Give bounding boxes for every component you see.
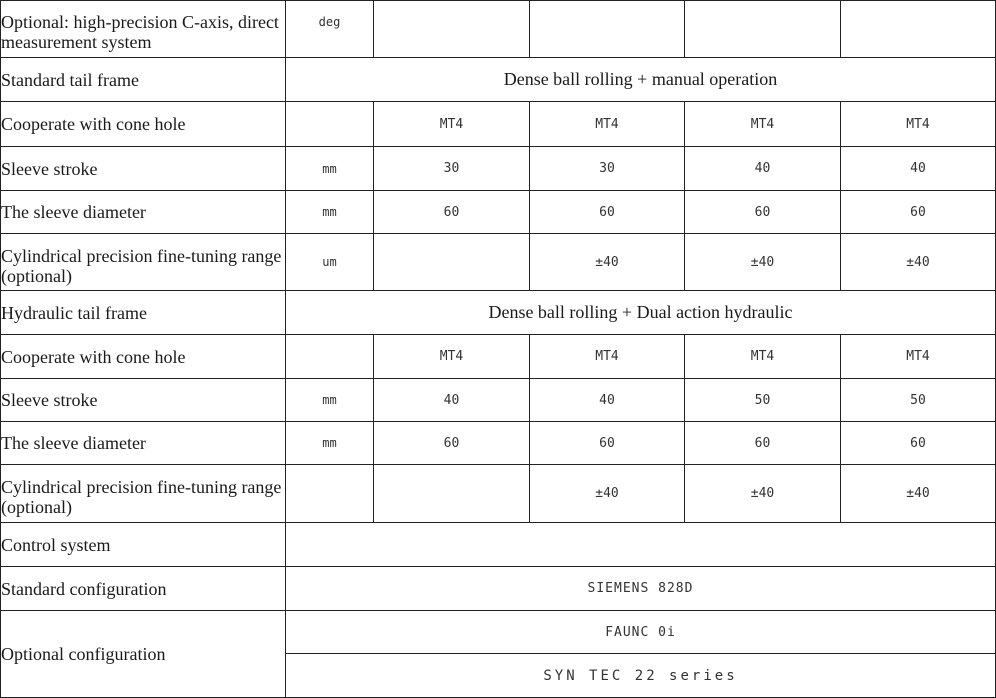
value-cell: 40	[685, 147, 841, 191]
row-std-sleeve-stroke	[1, 147, 996, 191]
value-cell: 40	[374, 379, 530, 422]
value-cell: 50	[685, 379, 841, 422]
row-optional-configuration	[1, 611, 996, 654]
value-cell: 30	[374, 147, 530, 191]
row-label: Cooperate with cone hole	[1, 102, 286, 147]
value-cell: 30	[530, 147, 685, 191]
row-label: Standard configuration	[1, 567, 286, 611]
value-cell: 60	[841, 422, 996, 465]
config-option: FAUNC 0i	[286, 611, 996, 654]
value-cell: 50	[841, 379, 996, 422]
value-cell	[374, 234, 530, 291]
value-cell: ±40	[530, 234, 685, 291]
value-cell	[530, 1, 685, 58]
value-cell: ±40	[530, 465, 685, 523]
row-std-cone-hole	[1, 102, 996, 147]
row-label: Cylindrical precision fine-tuning range (optional)	[1, 465, 286, 523]
section-label: Standard tail frame	[1, 58, 286, 102]
unit-cell	[286, 335, 374, 379]
value-cell: 40	[530, 379, 685, 422]
config-option: SYN TEC 22 series	[286, 654, 996, 698]
value-cell	[841, 1, 996, 58]
value-cell: MT4	[374, 335, 530, 379]
row-hyd-sleeve-diameter	[1, 422, 996, 465]
value-cell: 60	[374, 422, 530, 465]
row-std-sleeve-diameter	[1, 191, 996, 234]
section-spec: Dense ball rolling + manual operation	[286, 58, 996, 102]
value-cell: MT4	[685, 335, 841, 379]
value-cell: 60	[841, 191, 996, 234]
value-cell: 40	[841, 147, 996, 191]
config-value: SIEMENS 828D	[286, 567, 996, 611]
value-cell: 60	[374, 191, 530, 234]
section-label: Hydraulic tail frame	[1, 291, 286, 335]
value-cell: ±40	[841, 465, 996, 523]
value-cell: 60	[530, 191, 685, 234]
unit-cell	[286, 102, 374, 147]
value-cell	[374, 1, 530, 58]
value-cell: ±40	[685, 234, 841, 291]
row-standard-configuration	[1, 567, 996, 611]
row-label: Sleeve stroke	[1, 147, 286, 191]
row-c-axis	[1, 1, 996, 58]
unit-cell: mm	[286, 147, 374, 191]
row-hyd-sleeve-stroke	[1, 379, 996, 422]
value-cell: MT4	[374, 102, 530, 147]
value-cell: MT4	[841, 102, 996, 147]
row-label: Cylindrical precision fine-tuning range (optional)	[1, 234, 286, 291]
unit-cell	[286, 465, 374, 523]
row-label: Optional: high-precision C-axis, direct measurement system	[1, 1, 286, 58]
section-spec: Dense ball rolling + Dual action hydraulic	[286, 291, 996, 335]
row-label: Optional configuration	[1, 611, 286, 698]
value-cell: 60	[685, 191, 841, 234]
row-label: The sleeve diameter	[1, 191, 286, 234]
row-label: Cooperate with cone hole	[1, 335, 286, 379]
row-label: Sleeve stroke	[1, 379, 286, 422]
unit-cell: deg	[286, 1, 374, 58]
row-hyd-cone-hole	[1, 335, 996, 379]
unit-cell: mm	[286, 191, 374, 234]
value-cell: MT4	[685, 102, 841, 147]
row-label: The sleeve diameter	[1, 422, 286, 465]
value-cell: MT4	[841, 335, 996, 379]
row-standard-tail-frame	[1, 58, 996, 102]
section-label: Control system	[1, 523, 286, 567]
value-cell: 60	[685, 422, 841, 465]
unit-cell: um	[286, 234, 374, 291]
row-control-system	[1, 523, 996, 567]
value-cell	[374, 465, 530, 523]
row-std-fine-tuning	[1, 234, 996, 291]
value-cell: ±40	[841, 234, 996, 291]
row-hyd-fine-tuning	[1, 465, 996, 523]
section-spec	[286, 523, 996, 567]
row-hydraulic-tail-frame	[1, 291, 996, 335]
value-cell: ±40	[685, 465, 841, 523]
value-cell	[685, 1, 841, 58]
value-cell: 60	[530, 422, 685, 465]
unit-cell: mm	[286, 379, 374, 422]
value-cell: MT4	[530, 102, 685, 147]
unit-cell: mm	[286, 422, 374, 465]
value-cell: MT4	[530, 335, 685, 379]
